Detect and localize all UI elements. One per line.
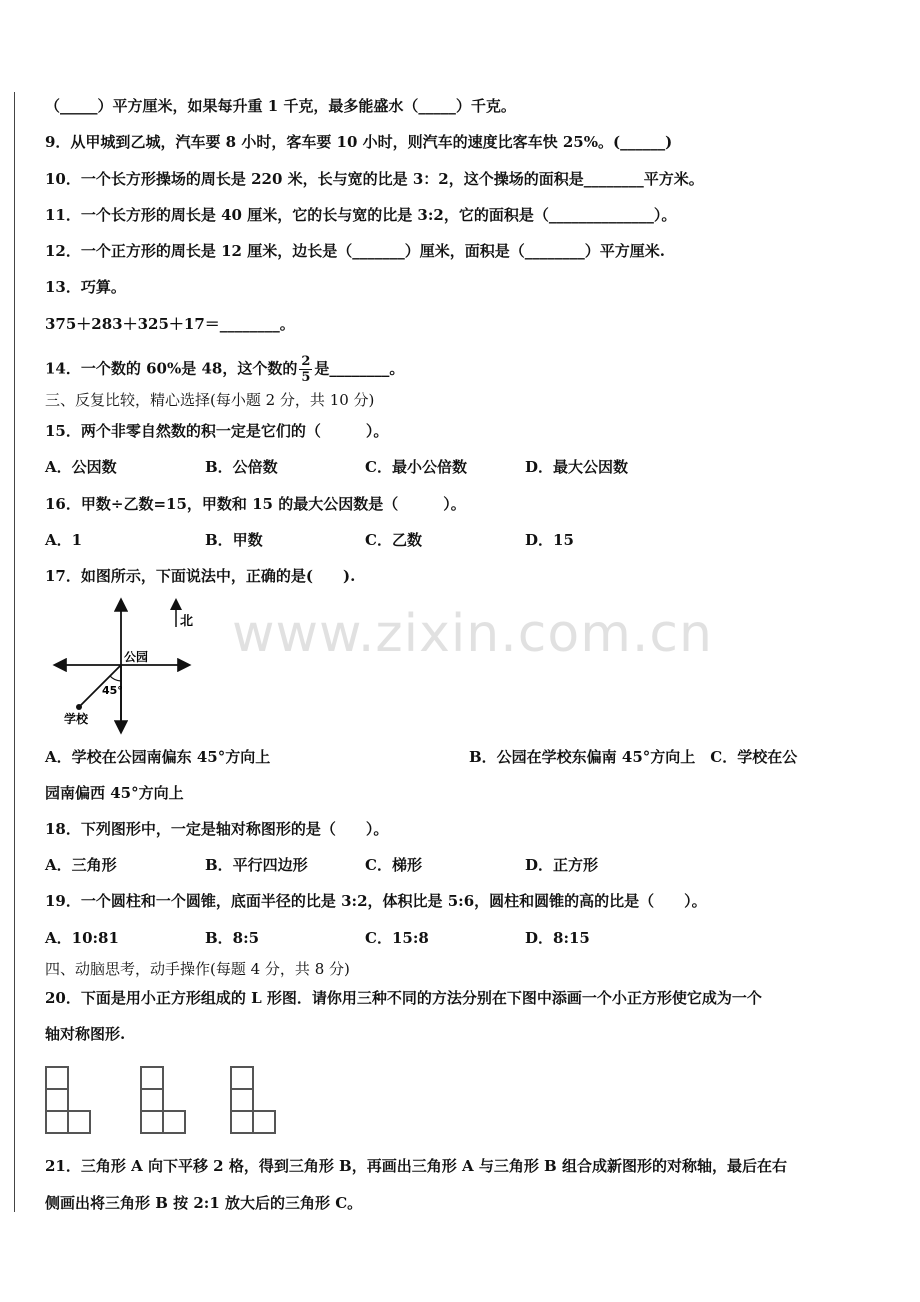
question-14 [45,354,404,385]
question-19: 19．一个圆柱和一个圆锥，底面半径的比是 3:2，体积比是 5:6，圆柱和圆锥的高的比是（ ）。 [45,892,707,910]
grid-square [162,1110,186,1134]
question-21-line-2: 侧画出将三角形 B 按 2:1 放大后的三角形 C。 [45,1194,363,1212]
question-15: 15．两个非零自然数的积一定是它们的（ ）。 [45,422,389,440]
grid-square [140,1088,164,1112]
grid-square [45,1110,69,1134]
question-11: 11．一个长方形的周长是 40 厘米，它的长与宽的比是 3:2，它的面积是（______________）。 [45,206,677,224]
l-shape-figure [45,1066,97,1146]
question-14-prefix: 14．一个数的 60%是 48，这个数的 [45,359,298,378]
l-shape-figure [140,1066,192,1146]
question-20-line-1: 20．下面是用小正方形组成的 L 形图．请你用三种不同的方法分别在下图中添画一个小正方形使它成为一个 [45,989,762,1007]
park-label: 公园 [124,650,149,664]
grid-square [140,1110,164,1134]
grid-square [230,1066,254,1090]
question-18: 18．下列图形中，一定是轴对称图形的是（ ）。 [45,820,389,838]
fraction-numerator: 2 [301,354,311,369]
q18-option-b: B．平行四边形 [205,856,308,874]
question-12: 12．一个正方形的周长是 12 厘米，边长是（_______）厘米，面积是（________）平方厘米. [45,242,665,260]
school-label: 学校 [64,712,89,726]
q19-option-a: A．10:81 [45,929,119,947]
q15-option-a: A．公因数 [45,458,117,476]
q16-option-a: A．1 [45,531,83,549]
q19-option-d: D．8:15 [525,929,590,947]
section-4-heading: 四、动脑思考，动手操作(每题 4 分，共 8 分) [45,960,350,978]
q15-option-c: C．最小公倍数 [365,458,467,476]
q19-option-c: C．15:8 [365,929,429,947]
grid-square [252,1110,276,1134]
direction-diagram [50,595,210,735]
question-14-suffix: 是________。 [314,359,405,378]
margin-line [14,92,15,1212]
q18-option-a: A．三角形 [45,856,117,874]
l-shape-figure [230,1066,282,1146]
q15-option-d: D．最大公因数 [525,458,629,476]
section-3-heading: 三、反复比较，精心选择(每小题 2 分，共 10 分) [45,391,375,409]
question-20-line-2: 轴对称图形. [45,1025,126,1043]
question-21-line-1: 21．三角形 A 向下平移 2 格，得到三角形 B，再画出三角形 A 与三角形 B 组合成新图形的对称轴，最后在右 [45,1157,787,1175]
grid-square [230,1110,254,1134]
q17-option-b-c: B．公园在学校东偏南 45°方向上 C．学校在公 [469,748,798,766]
q16-option-c: C．乙数 [365,531,422,549]
question-13-expression: 375＋283＋325＋17＝________。 [45,315,295,333]
q8-continuation: （_____）平方厘米，如果每升重 1 千克，最多能盛水（_____）千克。 [45,97,516,115]
q18-option-d: D．正方形 [525,856,599,874]
watermark: www.zixin.com.cn [232,604,713,664]
q18-option-c: C．梯形 [365,856,422,874]
grid-square [140,1066,164,1090]
grid-square [45,1088,69,1112]
grid-square [45,1066,69,1090]
q15-option-b: B．公倍数 [205,458,278,476]
question-9: 9．从甲城到乙城，汽车要 8 小时，客车要 10 小时，则汽车的速度比客车快 25%。(______) [45,133,673,151]
fraction-denominator: 5 [301,370,311,385]
fraction [299,354,312,385]
grid-square [67,1110,91,1134]
angle-arc [110,676,121,681]
question-17: 17．如图所示，下面说法中，正确的是( ). [45,567,356,585]
question-13: 13．巧算。 [45,278,126,296]
school-point [76,704,82,710]
question-16: 16．甲数÷乙数=15，甲数和 15 的最大公因数是（ ）。 [45,495,466,513]
q17-option-a: A．学校在公园南偏东 45°方向上 [45,748,271,766]
q16-option-d: D．15 [525,531,574,549]
north-label: 北 [180,614,194,629]
grid-square [230,1088,254,1112]
q19-option-b: B．8:5 [205,929,260,947]
question-10: 10．一个长方形操场的周长是 220 米，长与宽的比是 3：2，这个操场的面积是________平方米。 [45,170,704,188]
q17-option-c-continuation: 园南偏西 45°方向上 [45,784,184,802]
angle-label: 45° [102,684,123,697]
q16-option-b: B．甲数 [205,531,263,549]
